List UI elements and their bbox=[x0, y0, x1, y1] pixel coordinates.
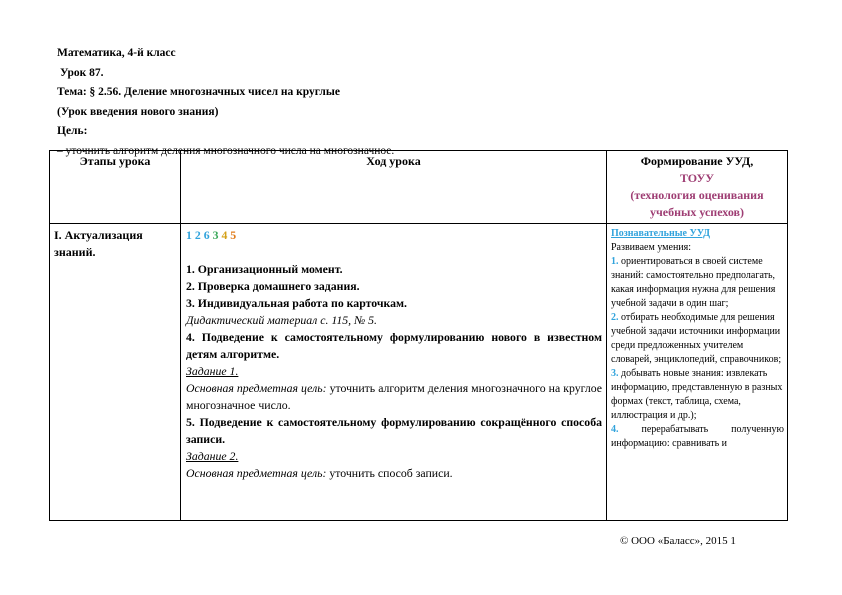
goal-2-text: уточнить способ записи. bbox=[326, 466, 453, 480]
col-header-course: Ход урока bbox=[366, 154, 421, 168]
stage-cell bbox=[50, 224, 181, 521]
goal-label: Цель: bbox=[57, 125, 88, 137]
uud-point-4 bbox=[611, 423, 784, 451]
item-2: 2. Проверка домашнего задания. bbox=[186, 279, 360, 293]
uud-cell bbox=[607, 224, 788, 521]
item-3: 3. Индивидуальная работа по карточкам. bbox=[186, 296, 407, 310]
item-5: 5. Подведение к самостоятельному формулированию сокращённого способа записи. bbox=[186, 415, 602, 446]
slide-number-3[interactable]: 3 bbox=[212, 228, 219, 242]
subject-line: Математика, 4-й класс bbox=[57, 47, 176, 59]
table-body-row bbox=[50, 224, 788, 521]
uud-header-line1: Формирование УУД, bbox=[640, 154, 754, 168]
uud-header-line4: учебных успехов) bbox=[649, 205, 745, 219]
lesson-number: Урок 87. bbox=[60, 66, 104, 79]
lesson-topic: Тема: § 2.56. Деление многозначных чисел на круглые bbox=[57, 86, 340, 98]
uud-header-line2: ТОУУ bbox=[679, 171, 715, 185]
uud-point-2-number: 2. bbox=[611, 312, 619, 323]
slide-numbers bbox=[186, 227, 602, 244]
document-header bbox=[57, 44, 394, 161]
goal-text: – уточнить алгоритм деления многозначного числа на многозначное. bbox=[57, 144, 395, 157]
slide-number-4[interactable]: 4 bbox=[221, 228, 228, 242]
uud-header-line3: (технология оценивания bbox=[630, 188, 764, 202]
item-1: 1. Организационный момент. bbox=[186, 262, 343, 276]
stage-title: I. Актуализация знаний. bbox=[54, 228, 143, 259]
slide-number-5[interactable]: 5 bbox=[230, 228, 237, 242]
uud-point-2-text: отбирать необходимые для решения учебной задачи источники информации среди предложенных учителем словарей, энциклопедий, справочников; bbox=[611, 312, 782, 365]
uud-point-2 bbox=[611, 311, 784, 367]
uud-point-1-text: ориентироваться в своей системе знаний: самостоятельно предполагать, какая информация нужна для решения учебной задачи в один шаг; bbox=[611, 256, 776, 309]
slide-number-6[interactable]: 6 bbox=[203, 228, 210, 242]
col-header-stages: Этапы урока bbox=[79, 154, 151, 168]
course-content bbox=[181, 224, 606, 482]
table-header-row bbox=[50, 151, 788, 224]
uud-intro: Развиваем умения: bbox=[611, 242, 692, 253]
uud-point-4-number: 4. bbox=[611, 424, 619, 435]
uud-point-1 bbox=[611, 255, 784, 311]
uud-point-3-text: добывать новые знания: извлекать информацию, представленную в разных формах (текст, таблица, схема, иллюстрация и др.); bbox=[611, 368, 783, 421]
copyright-footer: © ООО «Баласс», 2015 1 bbox=[620, 535, 736, 547]
task-2-label: Задание 2. bbox=[186, 449, 239, 463]
course-cell bbox=[181, 224, 607, 521]
uud-title: Познавательные УУД bbox=[611, 228, 711, 239]
goal-1-text: уточнить алгоритм деления многозначного на круглое многозначное число. bbox=[186, 381, 602, 412]
uud-content bbox=[607, 224, 787, 451]
header-cell-uud bbox=[607, 151, 788, 224]
task-1-goal bbox=[186, 380, 602, 414]
uud-point-3-number: 3. bbox=[611, 368, 619, 379]
uud-point-1-number: 1. bbox=[611, 256, 619, 267]
uud-point-4-text: перерабатывать полученную информацию: сравнивать и bbox=[611, 424, 784, 449]
header-cell-stages bbox=[50, 151, 181, 224]
goal-1-label: Основная предметная цель: bbox=[186, 381, 327, 395]
item-3-note: Дидактический материал с. 115, № 5. bbox=[186, 313, 378, 327]
task-2-goal bbox=[186, 465, 602, 482]
task-1-label: Задание 1. bbox=[186, 364, 239, 378]
goal-2-label: Основная предметная цель: bbox=[186, 466, 327, 480]
col-header-uud bbox=[607, 151, 787, 221]
uud-point-3 bbox=[611, 367, 784, 423]
slide-number-2[interactable]: 2 bbox=[194, 228, 201, 242]
slide-number-1[interactable]: 1 bbox=[186, 228, 192, 242]
header-cell-course bbox=[181, 151, 607, 224]
lesson-table bbox=[49, 150, 788, 521]
lesson-type: (Урок введения нового знания) bbox=[57, 105, 219, 118]
item-4: 4. Подведение к самостоятельному формулированию нового в известном детям алгоритме. bbox=[186, 330, 602, 361]
